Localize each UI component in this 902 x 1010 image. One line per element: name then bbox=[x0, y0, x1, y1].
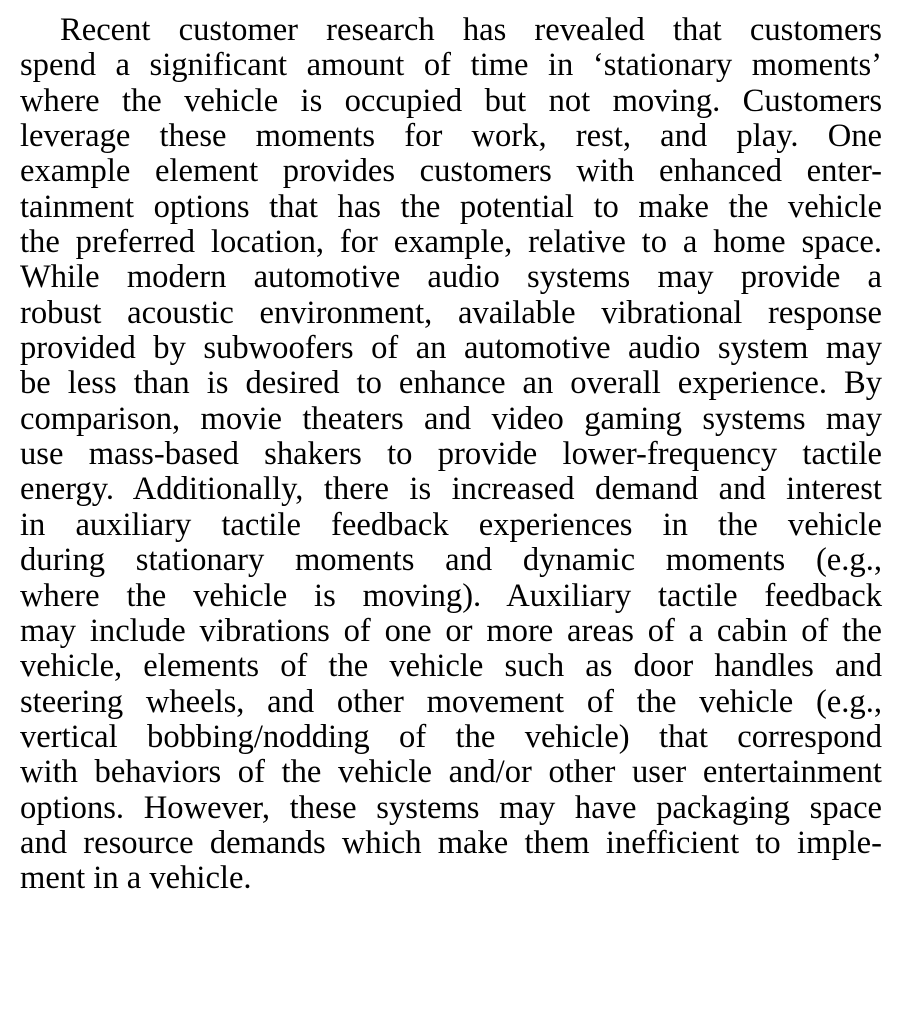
paragraph-line-24: and resource demands which make them inefficient to imple- bbox=[20, 824, 882, 861]
paragraph-line-20: steering wheels, and other movement of the vehicle (e.g., bbox=[20, 683, 882, 720]
paragraph-line-7: the preferred location, for example, relative to a home space. bbox=[20, 224, 882, 261]
paragraph-line-3: where the vehicle is occupied but not moving. Customers bbox=[20, 82, 882, 119]
paragraph-line-9: robust acoustic environment, available vibrational response bbox=[20, 294, 882, 331]
body-paragraph bbox=[20, 13, 882, 897]
paragraph-line-25: ment in a vehicle. bbox=[20, 860, 252, 897]
paragraph-line-18: may include vibrations of one or more areas of a cabin of the bbox=[20, 612, 882, 649]
paragraph-line-15: in auxiliary tactile feedback experiences in the vehicle bbox=[20, 506, 882, 543]
paragraph-line-11: be less than is desired to enhance an overall experience. By bbox=[20, 365, 882, 402]
paragraph-line-10: provided by subwoofers of an automotive audio system may bbox=[20, 330, 882, 367]
paragraph-line-6: tainment options that has the potential to make the vehicle bbox=[20, 188, 882, 225]
paragraph-line-17: where the vehicle is moving). Auxiliary tactile feedback bbox=[20, 577, 882, 614]
paragraph-line-23: options. However, these systems may have packaging space bbox=[20, 789, 882, 826]
paragraph-line-19: vehicle, elements of the vehicle such as door handles and bbox=[20, 648, 882, 685]
paragraph-line-14: energy. Additionally, there is increased demand and interest bbox=[20, 471, 882, 508]
paragraph-line-8: While modern automotive audio systems may provide a bbox=[20, 259, 882, 296]
paragraph-line-5: example element provides customers with enhanced enter- bbox=[20, 153, 882, 190]
paragraph-line-2: spend a significant amount of time in ‘stationary moments’ bbox=[20, 47, 882, 84]
paragraph-line-12: comparison, movie theaters and video gaming systems may bbox=[20, 400, 882, 437]
paragraph-line-21: vertical bobbing/nodding of the vehicle) that correspond bbox=[20, 718, 882, 755]
paragraph-line-16: during stationary moments and dynamic moments (e.g., bbox=[20, 542, 882, 579]
paragraph-line-22: with behaviors of the vehicle and/or other user entertainment bbox=[20, 754, 882, 791]
paragraph-line-4: leverage these moments for work, rest, and play. One bbox=[20, 118, 882, 155]
paragraph-line-1: Recent customer research has revealed that customers bbox=[60, 12, 882, 48]
paragraph-line-13: use mass-based shakers to provide lower-frequency tactile bbox=[20, 436, 882, 473]
